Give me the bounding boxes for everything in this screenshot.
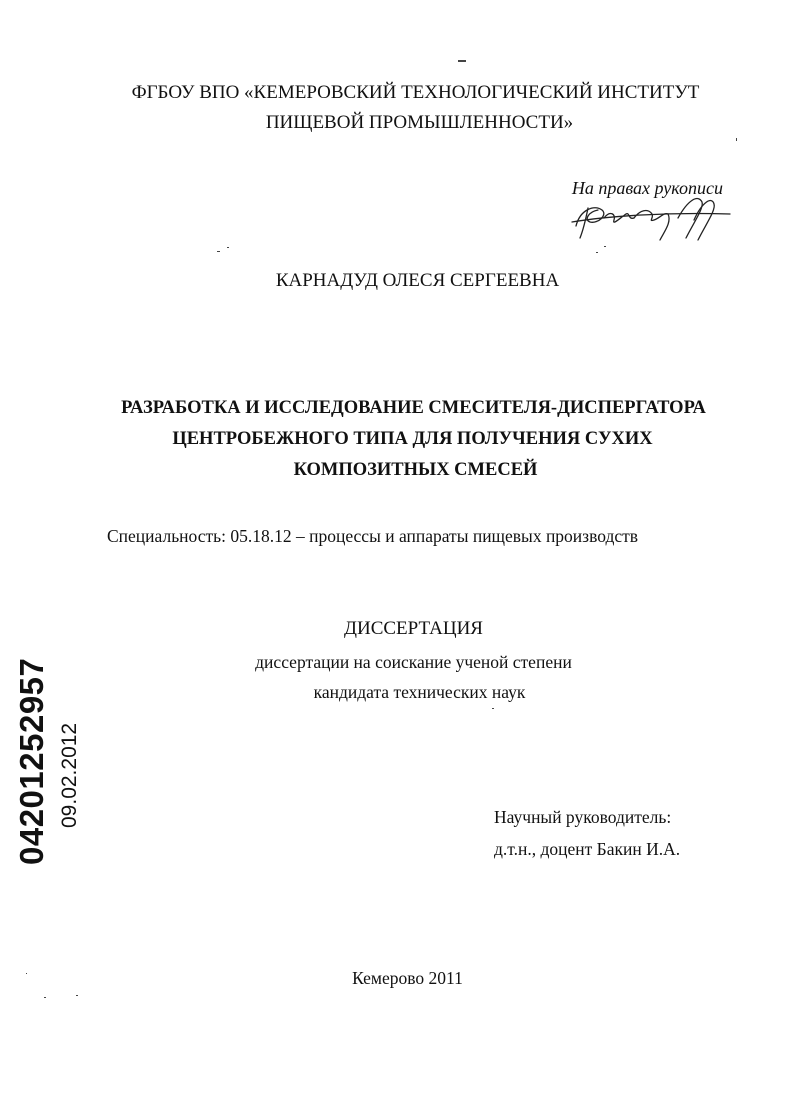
institution-line-1: ФГБОУ ВПО «КЕМЕРОВСКИЙ ТЕХНОЛОГИЧЕСКИЙ ИНСТИТУТ bbox=[131, 82, 700, 103]
title-line-3: КОМПОЗИТНЫХ СМЕСЕЙ bbox=[293, 460, 538, 480]
degree-line-1: диссертации на соискание ученой степени bbox=[255, 652, 572, 672]
library-stamp-date: 09.02.2012 bbox=[58, 722, 81, 828]
city-year: Кемерово 2011 bbox=[352, 968, 463, 988]
document-type: ДИССЕРТАЦИЯ bbox=[344, 618, 483, 639]
degree-line-2: кандидата технических наук bbox=[313, 682, 526, 702]
scan-speck bbox=[458, 60, 466, 62]
author-signature bbox=[568, 188, 736, 248]
scan-speck bbox=[736, 138, 737, 141]
scan-speck bbox=[604, 246, 606, 247]
scan-speck bbox=[26, 973, 27, 974]
supervisor-name: д.т.н., доцент Бакин И.А. bbox=[494, 839, 681, 859]
author-name: КАРНАДУД ОЛЕСЯ СЕРГЕЕВНА bbox=[275, 270, 560, 291]
scan-speck bbox=[227, 247, 229, 248]
scan-speck bbox=[44, 997, 46, 998]
scan-speck bbox=[76, 995, 78, 996]
manuscript-note: На правах рукописи bbox=[571, 178, 723, 198]
scan-speck bbox=[596, 252, 598, 253]
scan-speck bbox=[492, 708, 494, 709]
specialty-line: Специальность: 05.18.12 – процессы и аппараты пищевых производств bbox=[107, 526, 639, 546]
title-line-1: РАЗРАБОТКА И ИССЛЕДОВАНИЕ СМЕСИТЕЛЯ-ДИСПЕРГАТОРА bbox=[121, 398, 706, 418]
library-stamp-number: 04201252957 bbox=[13, 657, 50, 865]
institution-line-2: ПИЩЕВОЙ ПРОМЫШЛЕННОСТИ» bbox=[265, 112, 574, 133]
title-line-2: ЦЕНТРОБЕЖНОГО ТИПА ДЛЯ ПОЛУЧЕНИЯ СУХИХ bbox=[172, 429, 653, 449]
supervisor-label: Научный руководитель: bbox=[494, 807, 672, 827]
scan-speck bbox=[217, 251, 220, 252]
